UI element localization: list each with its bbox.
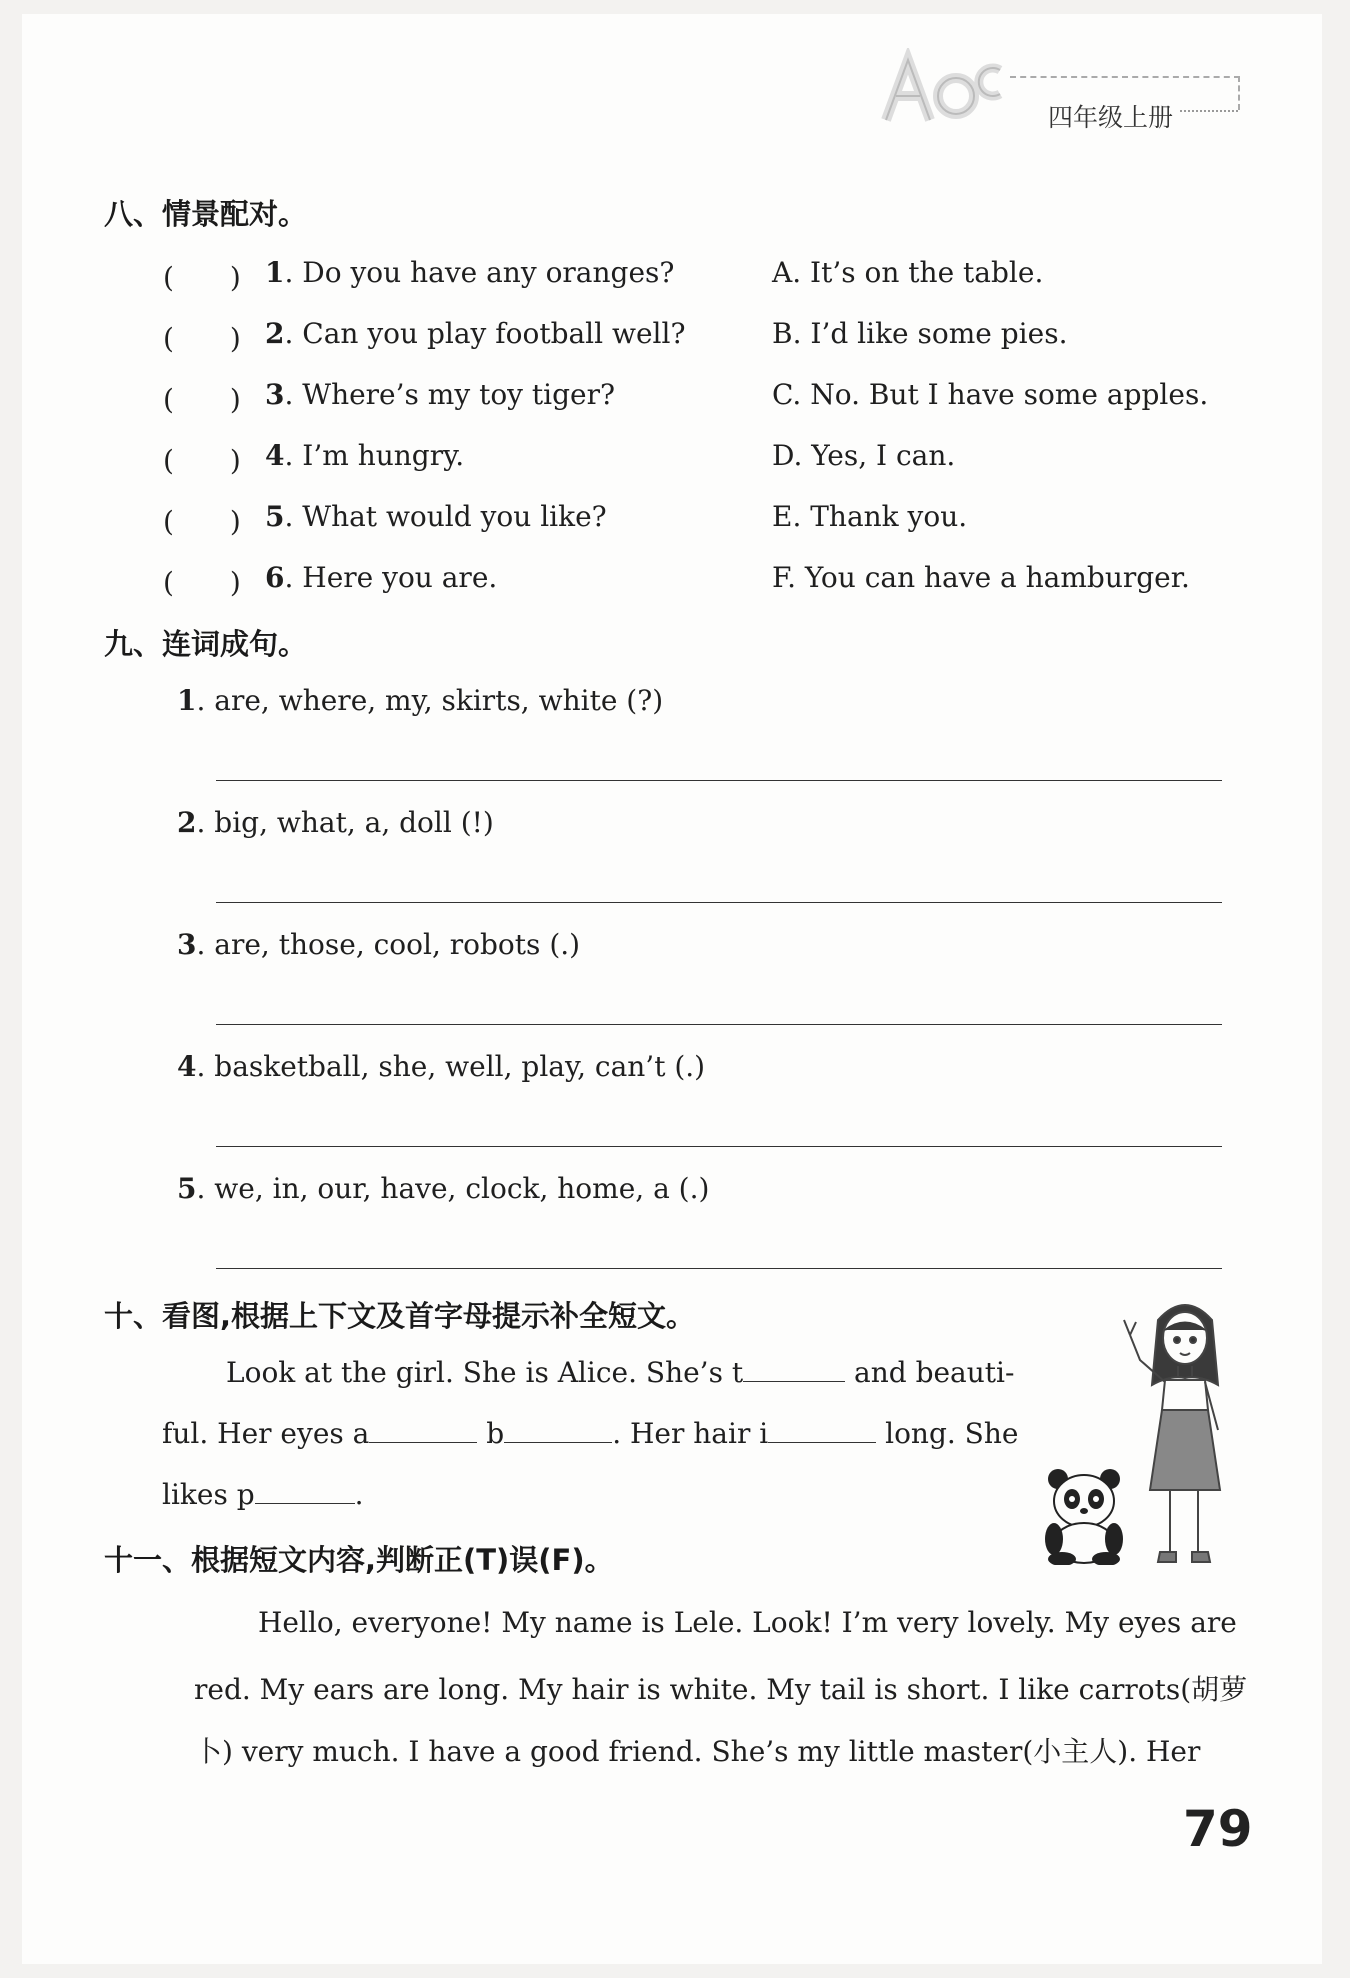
question-6: 6. Here you are. [265,561,498,594]
abc-logo-icon [878,48,1018,128]
answer-bracket-4[interactable]: ( ) [163,444,241,477]
reorder-item-5: 5. we, in, our, have, clock, home, a (.) [177,1172,710,1205]
reorder-item-2: 2. big, what, a, doll (!) [177,806,494,839]
answer-line-3[interactable] [216,1024,1222,1025]
grade-label: 四年级上册 [1048,103,1174,132]
passage-line-2: red. My ears are long. My hair is white. My tail is short. I like carrots(胡萝 [194,1673,1248,1706]
answer-option-a: A. It’s on the table. [772,256,1044,289]
reorder-item-4: 4. basketball, she, well, play, can’t (.) [177,1050,706,1083]
answer-line-4[interactable] [216,1146,1222,1147]
answer-line-2[interactable] [216,902,1222,903]
blank-i[interactable] [768,1416,876,1443]
answer-option-c: C. No. But I have some apples. [772,378,1209,411]
answer-bracket-3[interactable]: ( ) [163,383,241,416]
blank-a[interactable] [369,1416,477,1443]
cloze-line-3: likes p . [162,1478,364,1511]
section-8-title: 八、情景配对。 [104,197,308,231]
panda-illustration-icon [1040,1465,1130,1565]
question-2: 2. Can you play football well? [265,317,686,350]
reorder-item-3: 3. are, those, cool, robots (.) [177,928,581,961]
answer-line-5[interactable] [216,1268,1222,1269]
section-10-title: 十、看图,根据上下文及首字母提示补全短文。 [104,1299,696,1333]
passage-line-1: Hello, everyone! My name is Lele. Look! I’m very lovely. My eyes are [258,1606,1237,1639]
section-9-title: 九、连词成句。 [104,627,308,661]
answer-bracket-6[interactable]: ( ) [163,566,241,599]
cloze-line-2: ful. Her eyes a b . Her hair i long. She [162,1417,1019,1450]
section-11-title: 十一、根据短文内容,判断正(T)误(F)。 [104,1543,614,1577]
answer-option-e: E. Thank you. [772,500,968,533]
blank-t[interactable] [743,1355,845,1382]
answer-option-f: F. You can have a hamburger. [772,561,1190,594]
answer-bracket-2[interactable]: ( ) [163,322,241,355]
cloze-line-1: Look at the girl. She is Alice. She’s t and beauti- [226,1356,1015,1389]
answer-option-d: D. Yes, I can. [772,439,956,472]
answer-line-1[interactable] [216,780,1222,781]
answer-option-b: B. I’d like some pies. [772,317,1068,350]
blank-b[interactable] [504,1416,612,1443]
answer-bracket-1[interactable]: ( ) [163,261,241,294]
page-number: 79 [1183,1800,1253,1858]
question-1: 1. Do you have any oranges? [265,256,675,289]
answer-bracket-5[interactable]: ( ) [163,505,241,538]
question-5: 5. What would you like? [265,500,607,533]
question-3: 3. Where’s my toy tiger? [265,378,615,411]
passage-line-3: 卜) very much. I have a good friend. She’s my little master(小主人). Her [194,1735,1201,1768]
header-dotted-rule [1180,110,1238,112]
reorder-item-1: 1. are, where, my, skirts, white (?) [177,684,664,717]
question-4: 4. I’m hungry. [265,439,465,472]
girl-illustration-icon [1110,1290,1260,1570]
blank-p[interactable] [255,1477,355,1504]
